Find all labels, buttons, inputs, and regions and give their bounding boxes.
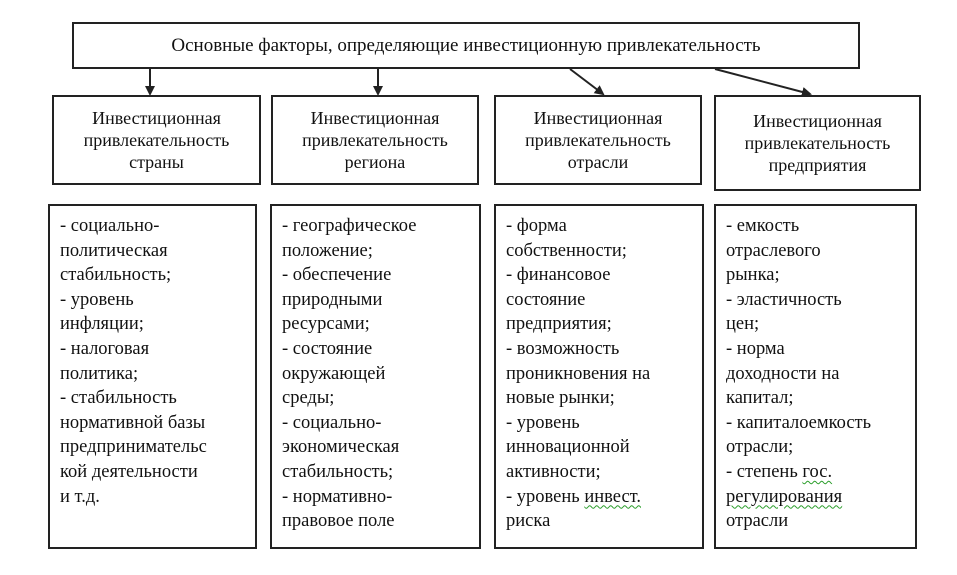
factor-line: - обеспечение xyxy=(282,265,392,286)
factor-line: отрасли xyxy=(726,511,789,532)
factor-line: среды; xyxy=(282,388,335,409)
factor-line: инновационной xyxy=(506,437,630,458)
factor-line: отраслевого xyxy=(726,240,821,261)
factor-line: цен; xyxy=(726,314,760,335)
factor-line: активности; xyxy=(506,461,601,482)
factors-enterprise xyxy=(714,204,917,549)
diagram-title: Основные факторы, определяющие инвестиционную привлекательность xyxy=(72,22,860,69)
arrow-to-enterprise xyxy=(715,69,810,94)
factor-line: - социально- xyxy=(60,216,160,236)
factor-line: стабильность; xyxy=(60,265,172,286)
header-line: страны xyxy=(129,152,184,172)
factor-line: - возможность xyxy=(506,338,620,359)
factor-line: - форма xyxy=(506,216,567,236)
factor-line: окружающей xyxy=(282,363,386,384)
factor-line: новые рынки; xyxy=(506,388,615,409)
factor-line: и т.д. xyxy=(60,486,100,507)
factors-region xyxy=(270,204,481,549)
factor-line: - нормативно- xyxy=(282,486,393,507)
factor-line: регулирования xyxy=(726,486,843,507)
factors-country xyxy=(48,204,257,549)
factor-line: предприятия; xyxy=(506,314,612,335)
factor-line: - финансовое xyxy=(506,265,611,286)
header-line: привлекательность xyxy=(83,130,230,150)
header-line: привлекательность xyxy=(302,130,448,150)
factor-line: - стабильность xyxy=(60,388,177,409)
header-enterprise xyxy=(714,95,921,191)
factor-line: - норма xyxy=(726,338,785,359)
header-country xyxy=(52,95,261,185)
factor-line: рынка; xyxy=(726,265,780,286)
factor-line: - уровень xyxy=(60,289,134,310)
factor-line: риска xyxy=(506,511,551,532)
header-region xyxy=(271,95,479,185)
header-line: предприятия xyxy=(768,155,867,175)
header-line: Инвестиционная xyxy=(92,108,221,128)
header-text xyxy=(302,107,448,173)
factor-line: капитал; xyxy=(726,388,794,409)
header-text xyxy=(745,110,891,176)
factor-line: экономическая xyxy=(282,437,400,458)
factor-line: - степень гос. xyxy=(726,461,833,482)
header-line: привлекательность xyxy=(744,133,891,153)
factor-line: природными xyxy=(282,289,383,310)
factor-line: правовое поле xyxy=(282,511,395,532)
factor-line: - капиталоемкость xyxy=(726,412,872,433)
factor-line: - эластичность xyxy=(726,289,842,310)
factor-line: стабильность; xyxy=(282,461,394,482)
factor-line: политика; xyxy=(60,363,139,384)
header-text xyxy=(84,107,230,173)
header-line: привлекательность xyxy=(525,130,671,150)
factor-line: ресурсами; xyxy=(282,314,370,335)
factor-line: кой деятельности xyxy=(60,461,198,482)
arrow-to-industry xyxy=(570,69,603,94)
header-text xyxy=(525,107,671,173)
factor-line: предпринимательс xyxy=(60,437,207,458)
factor-line: - социально- xyxy=(282,412,382,433)
factor-line: собственности; xyxy=(506,240,627,261)
factor-line: - уровень xyxy=(506,412,580,433)
header-line: Инвестиционная xyxy=(310,108,440,128)
factor-line: нормативной базы xyxy=(60,412,206,433)
factor-line: доходности на xyxy=(726,363,840,384)
factors-industry xyxy=(494,204,704,549)
factor-line: состояние xyxy=(506,289,586,310)
factor-line: отрасли; xyxy=(726,437,794,458)
factor-line: - географическое xyxy=(282,216,417,236)
header-line: отрасли xyxy=(567,152,629,172)
header-line: Инвестиционная xyxy=(533,108,663,128)
factor-line: - налоговая xyxy=(60,338,150,359)
factor-line: - емкость xyxy=(726,216,800,236)
factor-line: - уровень инвест. xyxy=(506,486,641,507)
factor-line: проникновения на xyxy=(506,363,651,384)
factor-line: инфляции; xyxy=(60,314,144,335)
header-line: Инвестиционная xyxy=(753,111,882,131)
header-line: региона xyxy=(344,152,406,172)
factor-line: - состояние xyxy=(282,338,373,359)
factor-line: политическая xyxy=(60,240,168,261)
factor-line: положение; xyxy=(282,240,373,261)
header-industry xyxy=(494,95,702,185)
